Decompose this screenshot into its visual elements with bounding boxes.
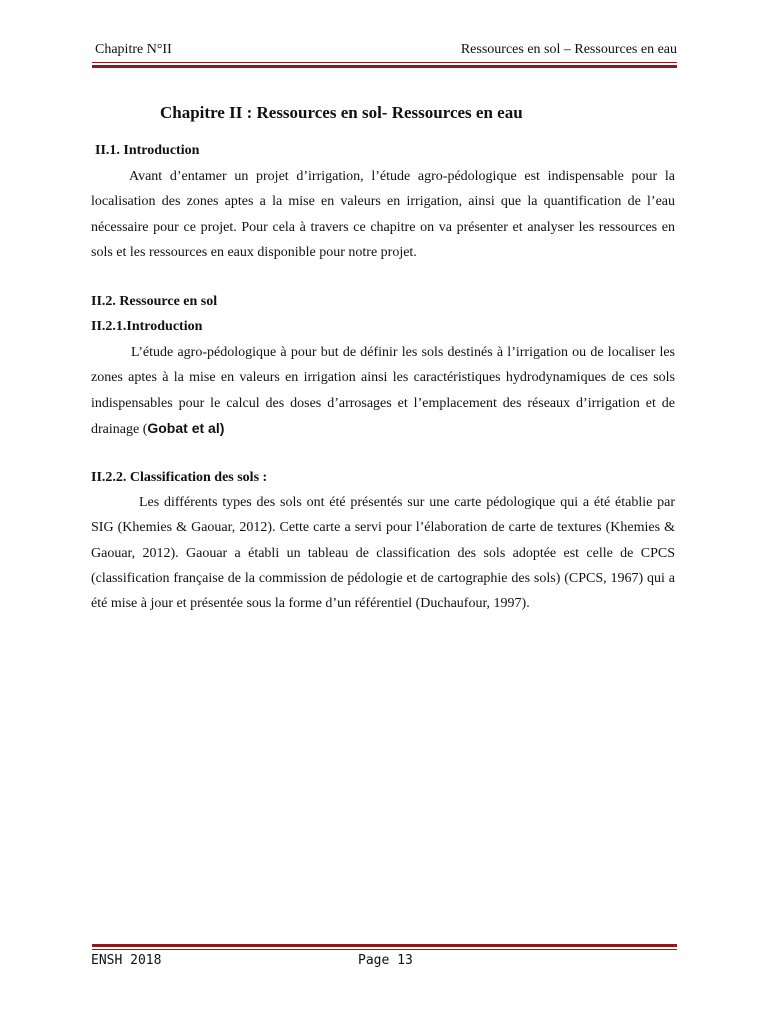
- paragraph-intro-text: Avant d’entamer un projet d’irrigation, l’étude agro-pédologique est indispensable pour la localisation des zones aptes a la mise en valeurs en irrigation, ainsi que la quantification de l’eau nécessaire pour ce projet. Pour cela à travers ce chapitre on va présenter et analyser les ressources en sols et les ressources en eaux disponible pour notre projet.: [91, 169, 675, 260]
- footer-school: ENSH 2018: [91, 953, 162, 968]
- header-rule-thick: [92, 65, 677, 68]
- section-heading-ressource-sol: II.2. Ressource en sol: [91, 294, 218, 309]
- section-heading-classification: II.2.2. Classification des sols :: [91, 470, 268, 485]
- paragraph-sol-intro: [91, 340, 675, 442]
- page-header: [95, 42, 677, 62]
- section-heading-intro: II.1. Introduction: [95, 143, 200, 158]
- footer-rule-thin: [92, 949, 677, 950]
- chapter-title: Chapitre II : Ressources en sol- Ressources en eau: [160, 103, 523, 122]
- paragraph-intro: [91, 164, 675, 265]
- footer-rule-thick: [92, 944, 677, 947]
- header-chapter: Chapitre N°II: [95, 42, 172, 57]
- header-subject: Ressources en sol – Ressources en eau: [460, 42, 677, 57]
- paragraph-classification-text: Les différents types des sols ont été présentés sur une carte pédologique qui a été établie par SIG (Khemies & Gaouar, 2012). Cette carte a servi pour l’élaboration de carte de textures (Khemies & Gaouar, 2012). Gaouar a établi un tableau de classification des sols adoptée est celle de CPCS (classification française de la commission de pédologie et de cartographie des sols) (CPCS, 1967) qui a été mise à jour et présentée sous la forme d’un référentiel (Duchaufour, 1997).: [91, 495, 675, 612]
- footer-page-number: Page 13: [358, 953, 413, 968]
- paragraph-classification: [91, 490, 675, 616]
- paragraph-sol-intro-text: L’étude agro-pédologique à pour but de définir les sols destinés à l’irrigation ou de localiser les zones aptes à la mise en valeurs en irrigation ainsi les caractéristiques hydrodynamiques de ces sols indispensables pour le calcul des doses d’arrosages et l’emplacement des réseaux d’irrigation et de drainage (: [91, 345, 675, 437]
- section-heading-sol-intro: II.2.1.Introduction: [91, 319, 203, 334]
- citation-gobat: Gobat et al): [147, 419, 225, 436]
- header-rule-thin: [92, 62, 677, 63]
